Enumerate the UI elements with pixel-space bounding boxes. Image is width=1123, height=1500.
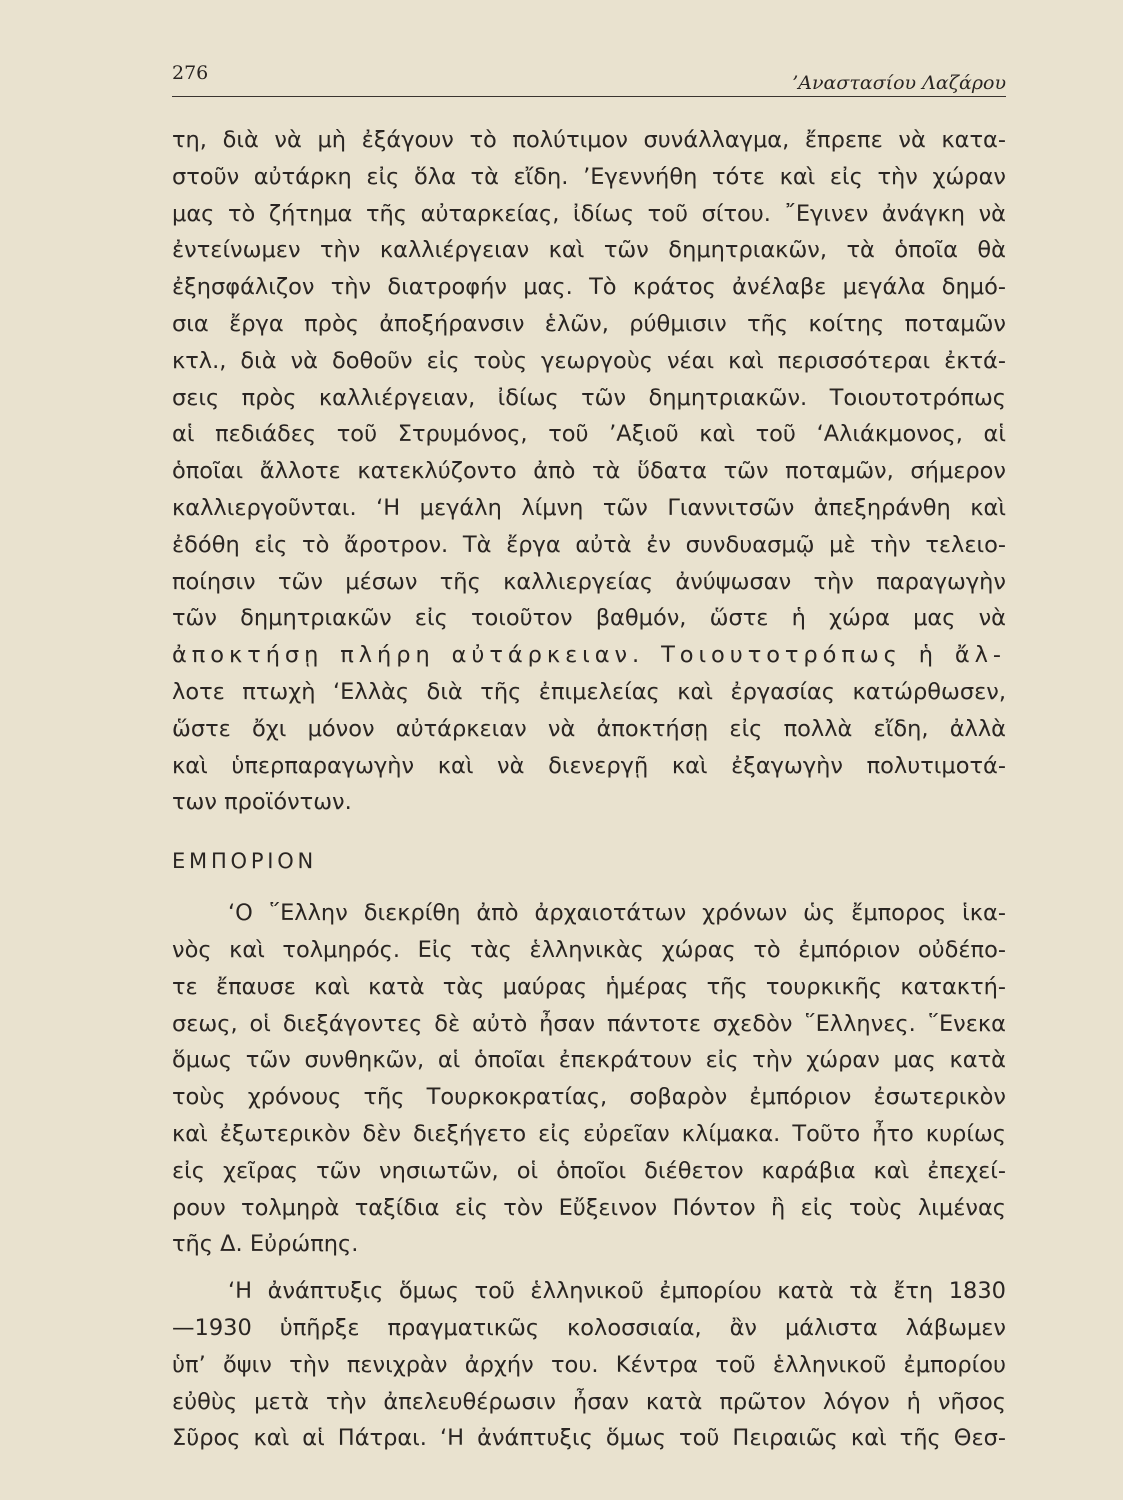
paragraph-commerce-growth (172, 1273, 1006, 1457)
text-line: τῶν δημητριακῶν εἰς τοιοῦτον βαθμόν, ὥστε ἡ χώρα μας νὰ (172, 605, 1006, 632)
section-heading: ΕΜΠΟΡΙΟΝ (172, 849, 318, 874)
text-line: ‘Ο ῞Ελλην διεκρίθη ἀπὸ ἀρχαιοτάτων χρόνων ὡς ἔμπορος ἱκα- (228, 900, 1006, 927)
text-line: τη, διὰ νὰ μὴ ἐξάγουν τὸ πολύτιμον συνάλλαγμα, ἔπρεπε νὰ κατα- (172, 127, 1006, 153)
text-line: αἱ πεδιάδες τοῦ Στρυμόνος, τοῦ ’Αξιοῦ καὶ τοῦ ‘Αλιάκμονος, αἱ (172, 421, 1006, 448)
paragraph-autarky (172, 122, 1006, 821)
text-line: ὅμως τῶν συνθηκῶν, αἱ ὁποῖαι ἐπεκράτουν εἰς τὴν χώραν μας κατὰ (172, 1047, 1006, 1074)
text-line: ‘Η ἀνάπτυξις ὅμως τοῦ ἑλληνικοῦ ἐμπορίου κατὰ τὰ ἔτη 1830 (228, 1278, 1006, 1305)
text-line: τοὺς χρόνους τῆς Τουρκοκρατίας, σοβαρὸν ἐμπόριον ἐσωτερικὸν (172, 1084, 1006, 1111)
paragraph-commerce (172, 895, 1006, 1263)
text-line: ἐδόθη εἰς τὸ ἄροτρον. Τὰ ἔργα αὐτὰ ἐν συνδυασμῷ μὲ τὴν τελειο- (172, 531, 1006, 558)
text-line: ὑπ’ ὄψιν τὴν πενιχρὰν ἀρχήν του. Κέντρα τοῦ ἑλληνικοῦ ἐμπορίου (172, 1351, 1006, 1378)
text-line: καὶ ἐξωτερικὸν δὲν διεξήγετο εἰς εὐρεῖαν κλίμακα. Τοῦτο ἦτο κυρίως (172, 1120, 1006, 1147)
page-header (172, 62, 1006, 97)
text-line: εὐθὺς μετὰ τὴν ἀπελευθέρωσιν ἦσαν κατὰ πρῶτον λόγον ἡ νῆσος (172, 1388, 1006, 1415)
text-line: ἐξησφάλιζον τὴν διατροφήν μας. Τὸ κράτος ἀνέλαβε μεγάλα δημό- (172, 274, 1006, 301)
text-line: τε ἔπαυσε καὶ κατὰ τὰς μαύρας ἡμέρας τῆς τουρκικῆς κατακτή- (172, 973, 1006, 1000)
text-line-emphasis: ἀποκτήσῃ πλήρη αὐτάρκειαν. Τοιουτοτρόπως ἡ ἄλ- (172, 642, 1006, 669)
text-line: ποίησιν τῶν μέσων τῆς καλλιεργείας ἀνύψωσαν τὴν παραγωγὴν (172, 568, 1006, 595)
text-line: ὥστε ὄχι μόνον αὐτάρκειαν νὰ ἀποκτήσῃ εἰς πολλὰ εἴδη, ἀλλὰ (172, 715, 1006, 742)
text-line: ρουν τολμηρὰ ταξίδια εἰς τὸν Εὔξεινον Πόντον ἢ εἰς τοὺς λιμένας (172, 1194, 1006, 1221)
text-line: ἐντείνωμεν τὴν καλλιέργειαν καὶ τῶν δημητριακῶν, τὰ ὁποῖα θὰ (172, 237, 1006, 264)
text-line: καὶ ὑπερπαραγωγὴν καὶ νὰ διενεργῇ καὶ ἐξαγωγὴν πολυτιμοτά- (172, 752, 1006, 779)
text-line: σεως, οἱ διεξάγοντες δὲ αὐτὸ ἦσαν πάντοτε σχεδὸν ῞Ελληνες. ῞Ενεκα (172, 1010, 1006, 1037)
text-line: στοῦν αὐτάρκη εἰς ὅλα τὰ εἴδη. ’Εγεννήθη τότε καὶ εἰς τὴν χώραν (172, 163, 1006, 190)
body-text (172, 122, 1006, 1457)
text-line: ὁποῖαι ἄλλοτε κατεκλύζοντο ἀπὸ τὰ ὕδατα τῶν ποταμῶν, σήμερον (172, 458, 1006, 485)
text-line: εἰς χεῖρας τῶν νησιωτῶν, οἱ ὁποῖοι διέθετον καράβια καὶ ἐπεχεί- (172, 1157, 1006, 1184)
text-line: σεις πρὸς καλλιέργειαν, ἰδίως τῶν δημητριακῶν. Τοιουτοτρόπως (172, 384, 1006, 411)
text-line: μας τὸ ζήτημα τῆς αὐταρκείας, ἰδίως τοῦ σίτου. ῎Εγινεν ἀνάγκη νὰ (172, 200, 1006, 227)
text-line: τῆς Δ. Εὐρώπης. (172, 1231, 359, 1258)
text-line: των προϊόντων. (172, 789, 352, 816)
text-line: —1930 ὑπῆρξε πραγματικῶς κολοσσιαία, ἂν μάλιστα λάβωμεν (172, 1314, 1006, 1341)
text-line: νὸς καὶ τολμηρός. Εἰς τὰς ἑλληνικὰς χώρας τὸ ἐμπόριον οὐδέπο- (172, 936, 1006, 963)
running-head: ’Αναστασίου Λαζάρου (792, 72, 1006, 94)
text-line: Σῦρος καὶ αἱ Πάτραι. ‘Η ἀνάπτυξις ὅμως τοῦ Πειραιῶς καὶ τῆς Θεσ- (172, 1425, 1006, 1452)
text-line: σια ἔργα πρὸς ἀποξήρανσιν ἑλῶν, ρύθμισιν τῆς κοίτης ποταμῶν (172, 310, 1006, 337)
text-line: λοτε πτωχὴ ‘Ελλὰς διὰ τῆς ἐπιμελείας καὶ ἐργασίας κατώρθωσεν, (172, 678, 1006, 705)
text-line: κτλ., διὰ νὰ δοθοῦν εἰς τοὺς γεωργοὺς νέαι καὶ περισσότεραι ἐκτά- (172, 347, 1006, 374)
text-line: καλλιεργοῦνται. ‘Η μεγάλη λίμνη τῶν Γιαννιτσῶν ἀπεξηράνθη καὶ (172, 494, 1006, 521)
page-number: 276 (172, 62, 209, 84)
